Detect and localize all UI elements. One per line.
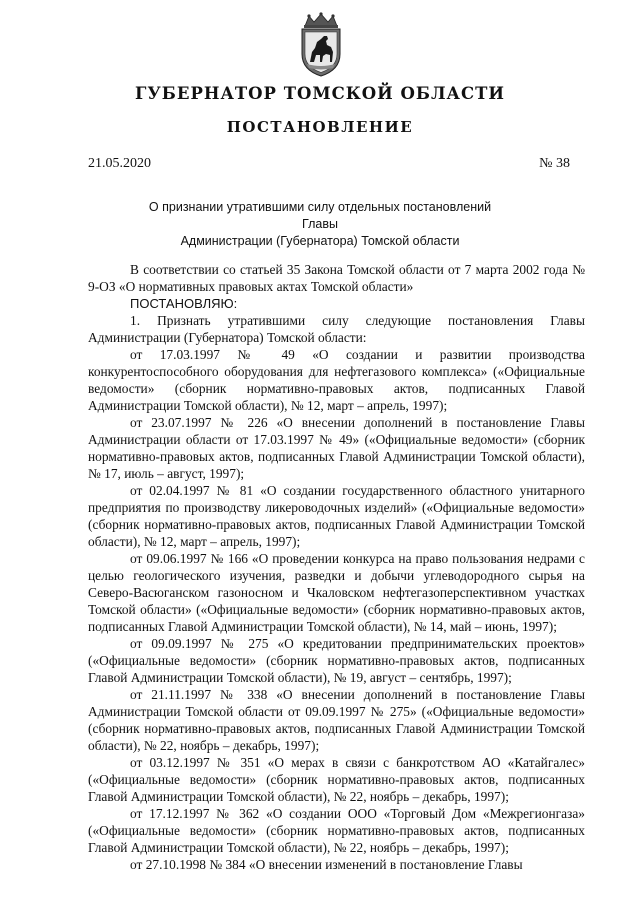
repealed-act-item: от 09.06.1997 № 166 «О проведении конкурса на право пользования недрами с целью геологического изучения, разведки и добычи углеводородного сырья на Северо-Васюганском газоносном и Чкаловском нефтегазоперспективном участках Томской области» («Официальные ведомости» (сборник нормативно-правовых актов, подписанных Главой Администрации Томской области), № 14, май – июнь, 1997);: [88, 551, 585, 634]
repealed-act-item: от 09.09.1997 № 275 «О кредитовании предпринимательских проектов» («Официальные ведомости» (сборник нормативно-правовых актов, подписанных Главой Администрации Томской области), № 19, август – сентябрь, 1997);: [88, 636, 585, 685]
preamble-paragraph: В соответствии со статьей 35 Закона Томской области от 7 марта 2002 года № 9-ОЗ «О нормативных правовых актах Томской области»: [88, 262, 585, 294]
repealed-act-item: от 27.10.1998 № 384 «О внесении изменений в постановление Главы: [130, 857, 523, 872]
repealed-act-item: от 03.12.1997 № 351 «О мерах в связи с банкротством АО «Катайгалес» («Официальные ведомости» (сборник нормативно-правовых актов, подписанных Главой Администрации Томской области), № 22, ноябрь – декабрь, 1997);: [88, 755, 585, 804]
repealed-act-item: от 02.04.1997 № 81 «О создании государственного областного унитарного предприятия по производству ликероводочных изделий» («Официальные ведомости» (сборник нормативно-правовых актов, подписанных Главой Администрации Томской области), № 12, март – апрель, 1997);: [88, 483, 585, 549]
subject-line-2: Администрации (Губернатора) Томской области: [180, 234, 460, 248]
document-body: [88, 261, 585, 873]
document-date: 21.05.2020: [88, 156, 151, 171]
document-subject: [130, 199, 510, 250]
coat-of-arms-icon: [293, 12, 349, 78]
document-meta: [88, 156, 570, 172]
repealed-act-item: от 17.03.1997 № 49 «О создании и развитии производства конкурентоспособного оборудования для нефтегазового комплекса» («Официальные ведомости» (сборник нормативно-правовых актов, подписанных Главой Администрации Томской области), № 12, март – апрель, 1997);: [88, 347, 585, 413]
resolution-keyword: ПОСТАНОВЛЯЮ:: [130, 296, 238, 311]
subject-line-1: О признании утратившими силу отдельных постановлений Главы: [148, 200, 492, 231]
clause-1-paragraph: 1. Признать утратившими силу следующие постановления Главы Администрации (Губернатора) Томской области:: [88, 313, 585, 345]
document-type-title: ПОСТАНОВЛЕНИЕ: [226, 118, 414, 136]
repealed-act-item: от 21.11.1997 № 338 «О внесении дополнений в постановление Главы Администрации Томской области от 09.09.1997 № 275» («Официальные ведомости» (сборник нормативно-правовых актов, подписанных Главой Администрации Томской области), № 22, ноябрь – декабрь, 1997);: [88, 687, 585, 753]
repealed-act-item: от 17.12.1997 № 362 «О создании ООО «Торговый Дом «Межрегионгаза» («Официальные ведомости» (сборник нормативно-правовых актов, подписанных Главой Администрации Томской области), № 22, ноябрь – декабрь, 1997);: [88, 806, 585, 855]
document-number: № 38: [539, 156, 570, 171]
repealed-act-item: от 23.07.1997 № 226 «О внесении дополнений в постановление Главы Администрации области от 17.03.1997 № 49» («Официальные ведомости» (сборник нормативно-правовых актов, подписанных Главой Администрации Томской области), № 17, июль – август, 1997);: [88, 415, 585, 481]
authority-title: ГУБЕРНАТОР ТОМСКОЙ ОБЛАСТИ: [135, 84, 505, 103]
